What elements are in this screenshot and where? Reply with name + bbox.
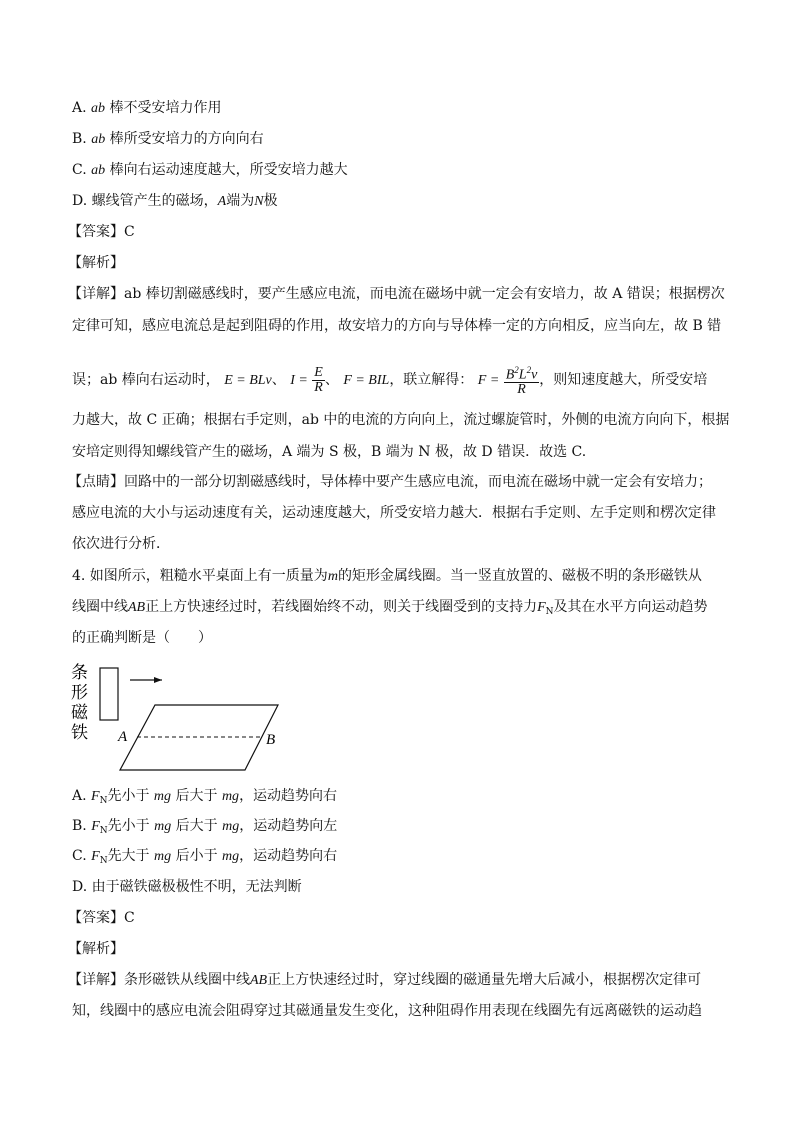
equation-current-fraction <box>312 366 325 395</box>
q4-stem-line-3: 的正确判断是（ ） <box>72 630 212 646</box>
var-v: v <box>531 367 538 383</box>
option-text: 由于磁铁磁极极性不明，无法判断 <box>91 879 302 895</box>
equation-force: F = BIL <box>343 373 390 388</box>
rod-symbol: ab <box>91 132 106 147</box>
option-text: 棒向右运动速度越大，所受安培力越大 <box>109 162 348 178</box>
equation-result-lhs: F = <box>477 373 500 388</box>
q4-analysis-tag: 【解析】 <box>68 941 124 957</box>
detail-text: ，联立解得： <box>389 372 474 388</box>
fraction-numerator: E <box>314 364 323 380</box>
fraction-denominator: R <box>314 379 323 395</box>
motion-arrow-icon <box>154 677 162 683</box>
q3-detail-line-5: 安培定则得知螺线管产生的磁场，A 端为 S 极，B 端为 N 极，故 D 错误．故选 C. <box>72 444 587 460</box>
q3-comment-line-2: 感应电流的大小与运动速度有关，运动速度越大，所受安培力越大．根据右手定则、左手定则和楞次定律 <box>72 505 716 521</box>
rod-symbol: ab <box>91 163 106 178</box>
equation-emf: E = BLv <box>224 373 272 388</box>
detail-text: 误；ab 棒向右运动时， <box>72 372 220 388</box>
q3-detail-line-4: 力越大，故 C 正确；根据右手定则，ab 中的电流的方向向上，流过螺旋管时，外侧的电流方向向下，根据 <box>72 412 730 428</box>
end-a-symbol: A <box>217 194 227 209</box>
line-ab-symbol: AB <box>250 973 268 988</box>
magnet-label-char: 形 <box>71 683 88 703</box>
north-pole-symbol: N <box>254 194 264 209</box>
q4-option-a <box>72 786 337 811</box>
fraction-numerator <box>504 363 540 384</box>
q3-analysis-tag: 【解析】 <box>68 255 124 271</box>
option-text: 先小于 <box>107 788 150 804</box>
q3-comment-line-3: 依次进行分析． <box>72 536 170 552</box>
force-subscript: N <box>99 796 108 806</box>
option-label: D. <box>72 193 88 209</box>
var-b: B <box>505 367 515 383</box>
weight-symbol: mg <box>154 819 172 834</box>
force-symbol: F <box>91 789 100 804</box>
q4-figure <box>70 660 300 778</box>
option-text: ，运动趋势向右 <box>239 788 338 804</box>
weight-symbol: mg <box>221 789 240 804</box>
detail-text: ab 棒切割磁感线时，要产生感应电流，而电流在磁场中就一定会有安培力，故 A 错误；根据楞次 <box>124 286 725 302</box>
option-text: 极 <box>263 193 278 209</box>
comment-text: 回路中的一部分切割磁感线时，导体棒中要产生感应电流，而电流在磁场中就一定会有安培力； <box>124 474 712 490</box>
option-label: B. <box>72 818 87 834</box>
weight-symbol: mg <box>153 789 172 804</box>
q3-detail-line-1 <box>68 284 725 304</box>
force-symbol: F <box>91 819 100 834</box>
detail-text: 正上方快速经过时，穿过线圈的磁通量先增大后减小，根据楞次定律可 <box>267 972 702 988</box>
q3-detail-line-3 <box>72 360 707 401</box>
option-text: ，运动趋势向左 <box>239 818 338 834</box>
q3-option-b <box>72 129 264 150</box>
force-subscript: N <box>545 607 554 617</box>
option-label: D. <box>72 879 88 895</box>
option-label: A. <box>72 788 87 804</box>
q4-stem-line-1 <box>72 566 702 587</box>
rod-symbol: ab <box>91 101 106 116</box>
detail-tag: 【详解】 <box>68 972 124 988</box>
separator: 、 <box>271 372 286 388</box>
q3-detail-line-2: 定律可知，感应电流总是起到阻碍的作用，故安培力的方向与导体棒一定的方向相反，应当向左，故 B 错 <box>72 318 722 334</box>
weight-symbol: mg <box>222 849 240 864</box>
var-l: L <box>518 367 527 383</box>
option-text: 先小于 <box>107 818 150 834</box>
option-label: B. <box>72 131 87 147</box>
detail-tag: 【详解】 <box>68 286 124 302</box>
separator: 、 <box>324 372 339 388</box>
q4-detail-line-2: 知，线圈中的感应电流会阻碍穿过其磁通量发生变化，这种阻碍作用表现在线圈先有远离磁铁的运动趋 <box>72 1003 702 1019</box>
q3-option-c <box>72 160 348 181</box>
answer-value: C <box>124 910 135 926</box>
q4-stem-line-2 <box>72 597 708 622</box>
exponent: 2 <box>526 364 532 375</box>
option-text: 后大于 <box>175 818 218 834</box>
q3-comment-line-1 <box>68 472 712 492</box>
stem-text: 的矩形金属线圈。当一竖直放置的、磁极不明的条形磁铁从 <box>337 568 702 584</box>
q3-option-a <box>72 98 221 119</box>
q4-option-d <box>72 877 302 897</box>
force-subscript: N <box>99 826 108 836</box>
option-text: 后小于 <box>175 848 218 864</box>
exponent: 2 <box>514 364 519 375</box>
option-text: 先大于 <box>107 848 150 864</box>
equation-current-lhs: I = <box>290 373 308 388</box>
option-label: C. <box>72 162 87 178</box>
force-subscript: N <box>99 856 108 866</box>
option-text: 端为 <box>226 193 255 209</box>
bar-magnet <box>100 668 118 720</box>
stem-text: 正上方快速经过时，若线圈始终不动，则关于线圈受到的支持力 <box>145 599 538 615</box>
line-ab-symbol: AB <box>128 600 146 615</box>
q4-option-b <box>72 816 337 841</box>
detail-text: ，则知速度越大，所受安培 <box>539 372 708 388</box>
answer-tag: 【答案】 <box>68 224 124 240</box>
answer-value: C <box>124 224 135 240</box>
force-symbol: F <box>537 600 546 615</box>
answer-tag: 【答案】 <box>68 910 124 926</box>
option-text: 螺线管产生的磁场， <box>91 193 218 209</box>
option-label: A. <box>72 100 87 116</box>
option-text: 棒所受安培力的方向向右 <box>109 131 264 147</box>
weight-symbol: mg <box>222 819 240 834</box>
option-text: 后大于 <box>175 788 218 804</box>
coil-loop <box>120 705 278 770</box>
stem-text: 4. 如图所示，粗糙水平桌面上有一质量为 <box>72 568 328 584</box>
point-b-label: B <box>266 732 276 748</box>
equation-result-fraction <box>504 363 540 398</box>
q3-answer <box>68 222 135 242</box>
q4-answer <box>68 908 135 928</box>
option-text: 棒不受安培力作用 <box>109 100 222 116</box>
q3-option-d <box>72 191 278 212</box>
magnet-label-char: 磁 <box>71 703 88 723</box>
stem-text: 及其在水平方向运动趋势 <box>553 599 708 615</box>
detail-text: 条形磁铁从线圈中线 <box>124 972 250 988</box>
option-text: ，运动趋势向右 <box>239 848 338 864</box>
force-symbol: F <box>91 849 100 864</box>
mass-symbol: m <box>327 569 338 584</box>
magnet-label-char: 条 <box>71 663 88 683</box>
q4-option-c <box>72 846 337 871</box>
q4-detail-line-1 <box>68 970 701 991</box>
fraction-denominator: R <box>517 382 526 398</box>
point-a-label: A <box>118 729 128 745</box>
option-label: C. <box>72 848 87 864</box>
stem-text: 线圈中线 <box>72 599 128 615</box>
comment-tag: 【点睛】 <box>68 474 124 490</box>
magnet-label-char: 铁 <box>71 723 88 743</box>
weight-symbol: mg <box>154 849 172 864</box>
